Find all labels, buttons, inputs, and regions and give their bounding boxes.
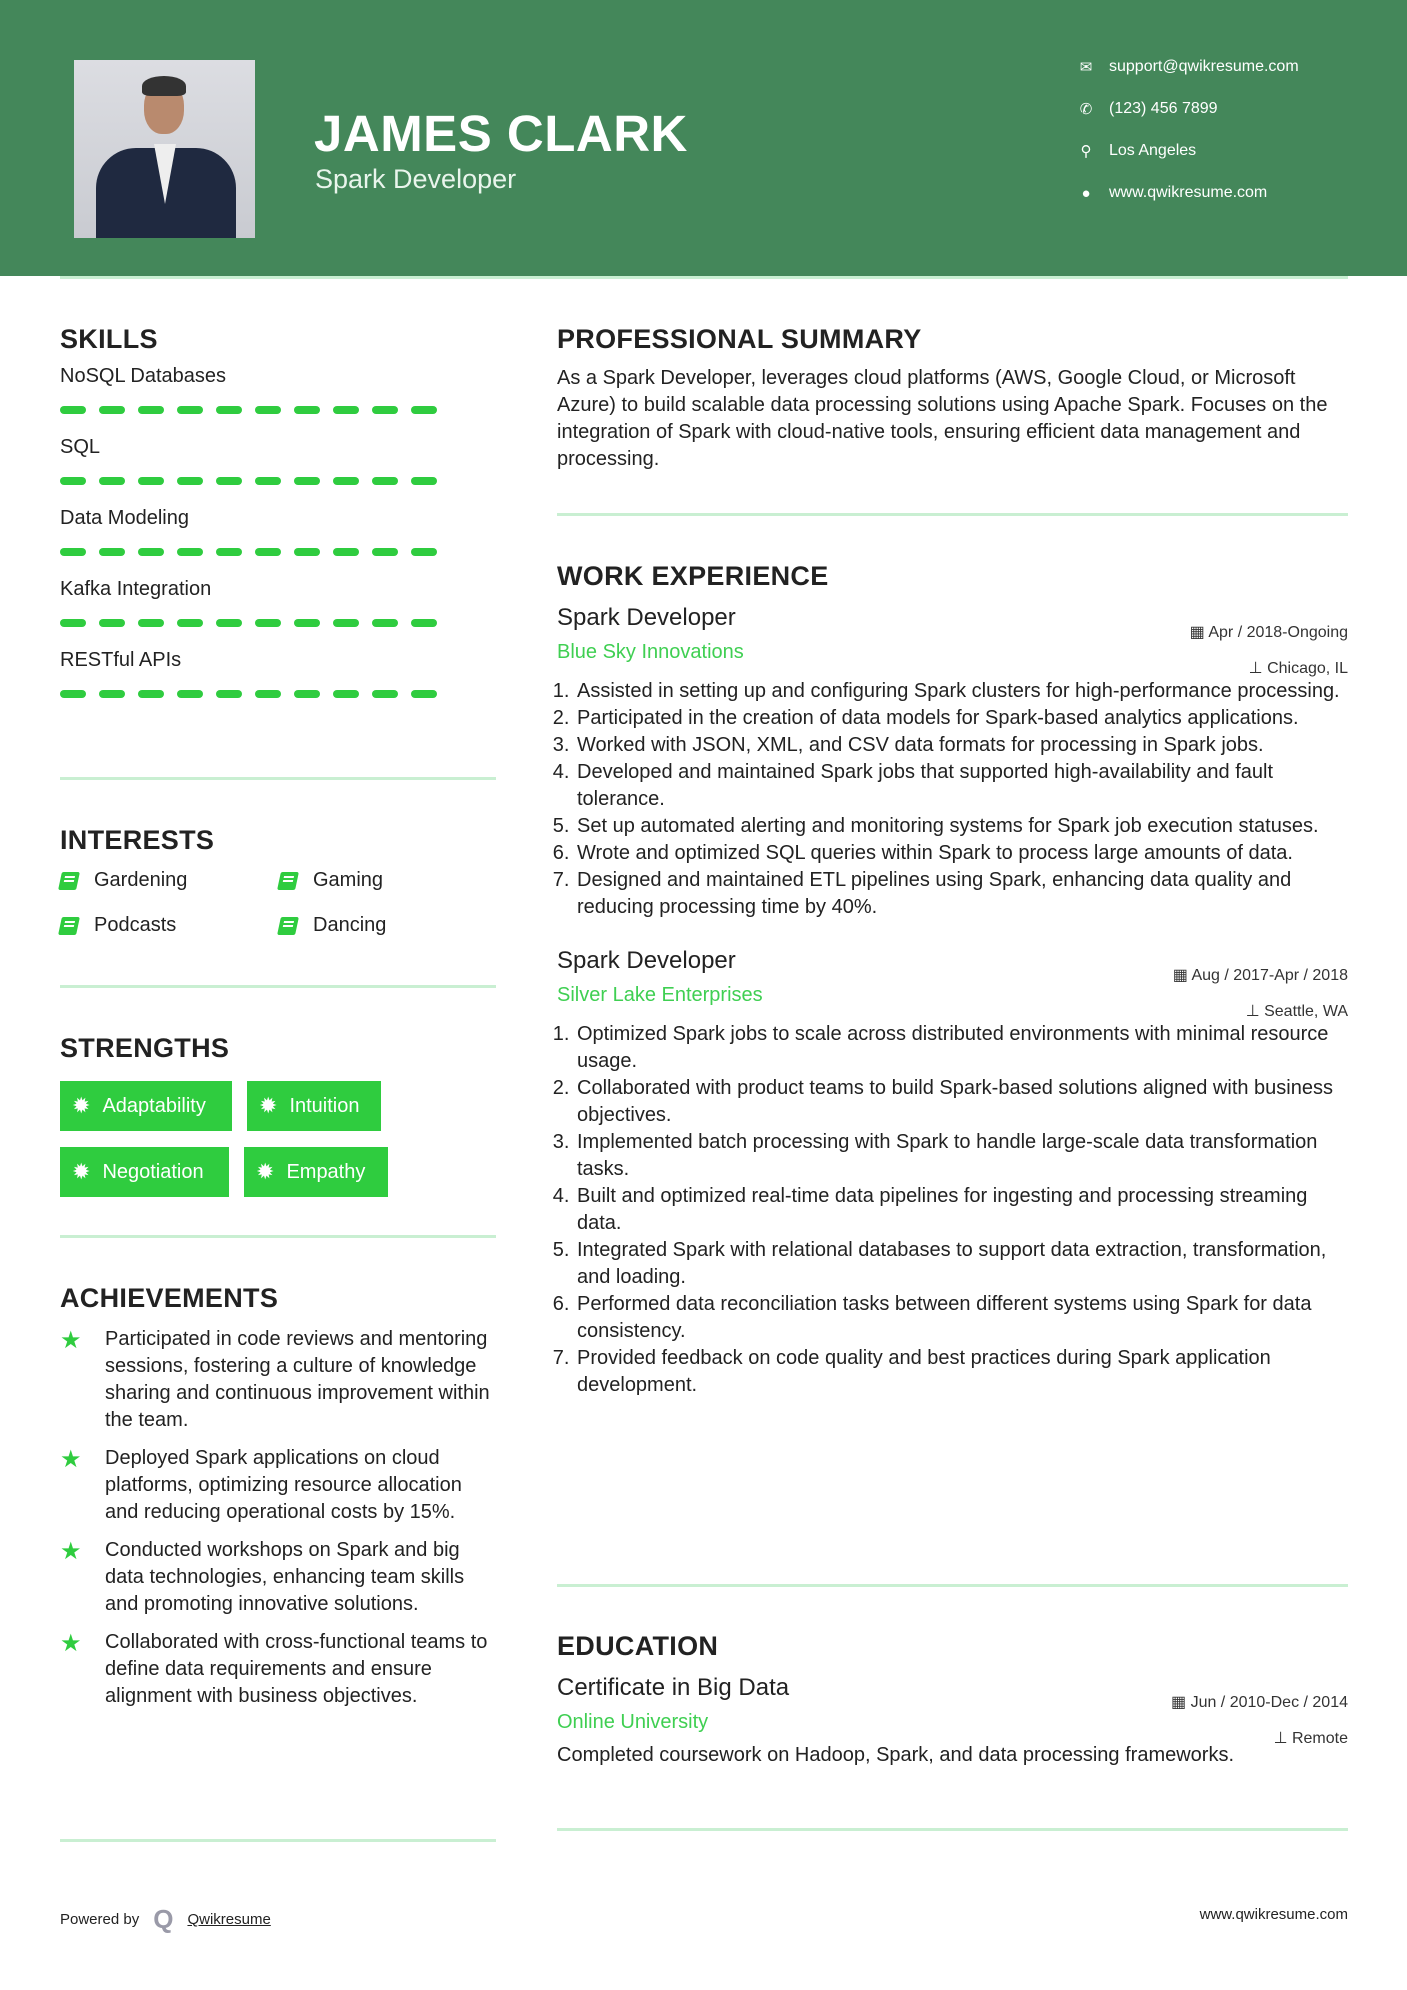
contact-text: support@qwikresume.com [1109, 58, 1299, 75]
company-name: Silver Lake Enterprises [557, 984, 763, 1006]
skill-dash [255, 406, 281, 414]
skill-dash [255, 548, 281, 556]
strength-badge [60, 1081, 232, 1131]
powered-by-label: Powered by [60, 1911, 140, 1928]
summary-heading: PROFESSIONAL SUMMARY [557, 324, 922, 354]
divider [557, 1584, 1348, 1587]
pin-icon: ⊥ [1273, 1730, 1292, 1747]
skill-dash [411, 406, 437, 414]
skills-section [60, 324, 496, 720]
bullet-item: 1. Optimized Spark jobs to scale across distributed environments with minimal resource usage. [575, 1021, 1348, 1075]
skill-dash [60, 619, 86, 627]
star-icon: ★ [60, 1327, 82, 1354]
skill-dash [99, 548, 125, 556]
star-icon: ★ [60, 1538, 82, 1565]
skill-level-bar [60, 619, 496, 627]
skill-dash [99, 619, 125, 627]
contact-phone [1074, 100, 1218, 118]
dates-text: Jun / 2010-Dec / 2014 [1190, 1694, 1348, 1711]
skill-dash [411, 690, 437, 698]
strength-badge [60, 1147, 229, 1197]
skill-dash [372, 690, 398, 698]
interest-label: Gaming [313, 869, 384, 891]
achievements-heading: ACHIEVEMENTS [60, 1283, 279, 1313]
skill-dash [99, 406, 125, 414]
book-icon [58, 917, 80, 935]
skill-dash [255, 477, 281, 485]
skill-name: RESTful APIs [60, 649, 182, 671]
job-dates [1173, 965, 1348, 985]
location-text: Seattle, WA [1264, 1003, 1348, 1020]
badge-icon: ✹ [72, 1159, 91, 1184]
skill-dash [138, 477, 164, 485]
badge-icon: ✹ [259, 1093, 278, 1118]
skill-dash [333, 619, 359, 627]
education-location [1274, 1728, 1348, 1748]
interests-heading: INTERESTS [60, 825, 215, 855]
star-icon: ★ [60, 1446, 82, 1473]
pin-icon: ⊥ [1245, 1003, 1265, 1020]
skill-level-bar [60, 406, 496, 414]
skill-name: NoSQL Databases [60, 365, 227, 387]
header-divider [60, 276, 1348, 279]
bullet-item: 4. Developed and maintained Spark jobs that supported high-availability and fault tolerance. [575, 759, 1348, 813]
skill-dash [138, 406, 164, 414]
bullet-item: 6. Performed data reconciliation tasks between different systems using Spark for data consistency. [575, 1291, 1348, 1345]
job-title: Spark Developer [557, 947, 736, 974]
achievement-text: Participated in code reviews and mentoring sessions, fostering a culture of knowledge sharing and continuous improvement within the team. [105, 1328, 490, 1431]
skill-name: Kafka Integration [60, 578, 212, 600]
calendar-icon: ▦ [1172, 967, 1192, 984]
skill-dash [216, 690, 242, 698]
bullet-item: 4. Built and optimized real-time data pipelines for ingesting and processing streaming data. [575, 1183, 1348, 1237]
achievement-text: Collaborated with cross-functional teams to define data requirements and ensure alignment with business objectives. [105, 1631, 488, 1707]
job-entry [557, 947, 1348, 1399]
interest-label: Dancing [313, 914, 387, 936]
skill-dash [411, 477, 437, 485]
education-section [557, 1631, 1348, 1769]
location-text: Chicago, IL [1267, 660, 1348, 677]
interest-item [60, 869, 187, 892]
footer-website[interactable]: www.qwikresume.com [1199, 1906, 1348, 1923]
strength-label: Empathy [286, 1160, 366, 1183]
contact-text: www.qwikresume.com [1109, 184, 1268, 201]
job-bullets [557, 1021, 1348, 1399]
bullet-item: 7. Designed and maintained ETL pipelines using Spark, enhancing data quality and reducing processing time by 40%. [575, 867, 1348, 921]
education-description: Completed coursework on Hadoop, Spark, and data processing frameworks. [557, 1744, 1235, 1766]
skill-dash [99, 690, 125, 698]
strength-label: Negotiation [102, 1160, 204, 1183]
job-bullets [557, 678, 1348, 921]
education-dates [1171, 1692, 1348, 1712]
achievement-text: Deployed Spark applications on cloud platforms, optimizing resource allocation and reducing operational costs by 15%. [105, 1447, 462, 1523]
calendar-icon: ▦ [1171, 1694, 1191, 1711]
achievement-item [60, 1326, 510, 1434]
badge-icon: ✹ [256, 1159, 275, 1184]
divider [557, 1828, 1348, 1831]
skill-dash [99, 477, 125, 485]
calendar-icon: ▦ [1189, 624, 1209, 641]
school: Online University [557, 1711, 709, 1733]
skill-item [60, 649, 496, 698]
skill-dash [333, 406, 359, 414]
divider [60, 1839, 496, 1842]
skill-dash [294, 619, 320, 627]
candidate-title: Spark Developer [315, 164, 517, 194]
star-icon: ★ [60, 1630, 82, 1657]
job-location [1246, 1001, 1348, 1021]
pin-icon: ⊥ [1248, 660, 1268, 677]
skill-dash [216, 477, 242, 485]
skill-dash [411, 619, 437, 627]
skill-dash [138, 548, 164, 556]
skill-level-bar [60, 477, 496, 485]
interest-item [279, 914, 386, 937]
location-text: Remote [1291, 1730, 1348, 1747]
company-name: Blue Sky Innovations [557, 641, 744, 663]
strength-label: Intuition [289, 1094, 360, 1117]
contact-location [1074, 142, 1196, 160]
job-title: Spark Developer [557, 604, 736, 631]
header [0, 0, 1407, 276]
skill-dash [216, 548, 242, 556]
skill-dash [138, 690, 164, 698]
map-pin-icon: ⚲ [1080, 143, 1092, 160]
experience-heading: WORK EXPERIENCE [557, 561, 829, 591]
interests-section [60, 825, 496, 965]
profile-photo [74, 60, 255, 238]
contact-text: Los Angeles [1109, 142, 1197, 159]
bullet-item: 2. Collaborated with product teams to build Spark-based solutions aligned with business objectives. [575, 1075, 1348, 1129]
contact-email[interactable] [1074, 58, 1299, 76]
skill-dash [216, 406, 242, 414]
summary-section [557, 324, 1348, 473]
divider [557, 513, 1348, 516]
achievement-item [60, 1537, 510, 1618]
skill-dash [138, 619, 164, 627]
bullet-item: 7. Provided feedback on code quality and best practices during Spark application development. [575, 1345, 1348, 1399]
badge-icon: ✹ [72, 1093, 91, 1118]
bullet-item: 3. Worked with JSON, XML, and CSV data formats for processing in Spark jobs. [575, 732, 1348, 759]
skill-dash [60, 548, 86, 556]
strengths-heading: STRENGTHS [60, 1033, 230, 1063]
strength-badge [244, 1147, 388, 1197]
brand-link[interactable]: Qwikresume [187, 1911, 271, 1928]
skill-level-bar [60, 690, 496, 698]
interest-label: Podcasts [94, 914, 177, 936]
book-icon [58, 872, 80, 890]
skill-name: Data Modeling [60, 507, 189, 529]
skill-item [60, 578, 496, 627]
bullet-item: 1. Assisted in setting up and configuring Spark clusters for high-performance processing. [575, 678, 1348, 705]
strengths-section [60, 1033, 496, 1203]
contact-website[interactable] [1074, 184, 1267, 202]
skill-dash [216, 619, 242, 627]
interest-item [60, 914, 176, 937]
bullet-item: 3. Implemented batch processing with Spark to handle large-scale data transformation tasks. [575, 1129, 1348, 1183]
book-icon [277, 917, 299, 935]
skill-item [60, 365, 496, 414]
skill-item [60, 507, 496, 556]
job-dates [1190, 622, 1348, 642]
qwikresume-logo-icon: Q [153, 1904, 174, 1934]
skill-dash [372, 619, 398, 627]
skill-dash [294, 548, 320, 556]
skill-dash [177, 690, 203, 698]
degree: Certificate in Big Data [557, 1674, 790, 1701]
skill-name: SQL [60, 436, 101, 458]
achievement-text: Conducted workshops on Spark and big data technologies, enhancing team skills and promoting innovative solutions. [105, 1539, 465, 1615]
education-entry [557, 1674, 1348, 1769]
strength-label: Adaptability [102, 1094, 206, 1117]
skill-item [60, 436, 496, 485]
skill-dash [177, 406, 203, 414]
education-heading: EDUCATION [557, 1631, 719, 1661]
bullet-item: 5. Integrated Spark with relational databases to support data extraction, transformation, and loading. [575, 1237, 1348, 1291]
skill-dash [333, 477, 359, 485]
phone-icon: ✆ [1079, 101, 1093, 118]
skill-dash [177, 548, 203, 556]
achievements-section [60, 1283, 510, 1721]
skill-dash [411, 548, 437, 556]
skill-dash [294, 690, 320, 698]
dates-text: Aug / 2017-Apr / 2018 [1191, 967, 1348, 984]
envelope-icon: ✉ [1079, 59, 1093, 76]
interest-label: Gardening [94, 869, 188, 891]
interest-item [279, 869, 383, 892]
skill-dash [294, 406, 320, 414]
candidate-name: JAMES CLARK [314, 105, 688, 162]
divider [60, 777, 496, 780]
globe-icon: ● [1081, 184, 1091, 202]
bullet-item: 5. Set up automated alerting and monitoring systems for Spark job execution statuses. [575, 813, 1348, 840]
skill-dash [372, 548, 398, 556]
skill-dash [255, 690, 281, 698]
strength-badge [247, 1081, 381, 1131]
achievement-item [60, 1629, 510, 1710]
skill-dash [372, 406, 398, 414]
skill-dash [255, 619, 281, 627]
job-entry [557, 604, 1348, 921]
summary-text: As a Spark Developer, leverages cloud platforms (AWS, Google Cloud, or Microsoft Azure) to build scalable data processing solutions using Apache Spark. Focuses on the integration of Spark with cloud-native tools, ensuring efficient data management and processing. [557, 367, 1328, 470]
skill-dash [60, 690, 86, 698]
skill-dash [294, 477, 320, 485]
skill-dash [60, 477, 86, 485]
skill-dash [333, 690, 359, 698]
skill-dash [372, 477, 398, 485]
bullet-item: 6. Wrote and optimized SQL queries within Spark to process large amounts of data. [575, 840, 1348, 867]
divider [60, 985, 496, 988]
skill-dash [177, 619, 203, 627]
skills-heading: SKILLS [60, 324, 158, 354]
job-location [1249, 658, 1348, 678]
skill-dash [60, 406, 86, 414]
experience-section [557, 561, 1348, 1399]
divider [60, 1235, 496, 1238]
dates-text: Apr / 2018-Ongoing [1208, 624, 1348, 641]
skill-dash [333, 548, 359, 556]
skill-level-bar [60, 548, 496, 556]
footer-brand [60, 1904, 271, 1935]
skill-dash [177, 477, 203, 485]
bullet-item: 2. Participated in the creation of data models for Spark-based analytics applications. [575, 705, 1348, 732]
book-icon [277, 872, 299, 890]
achievement-item [60, 1445, 510, 1526]
contact-text: (123) 456 7899 [1109, 100, 1218, 117]
